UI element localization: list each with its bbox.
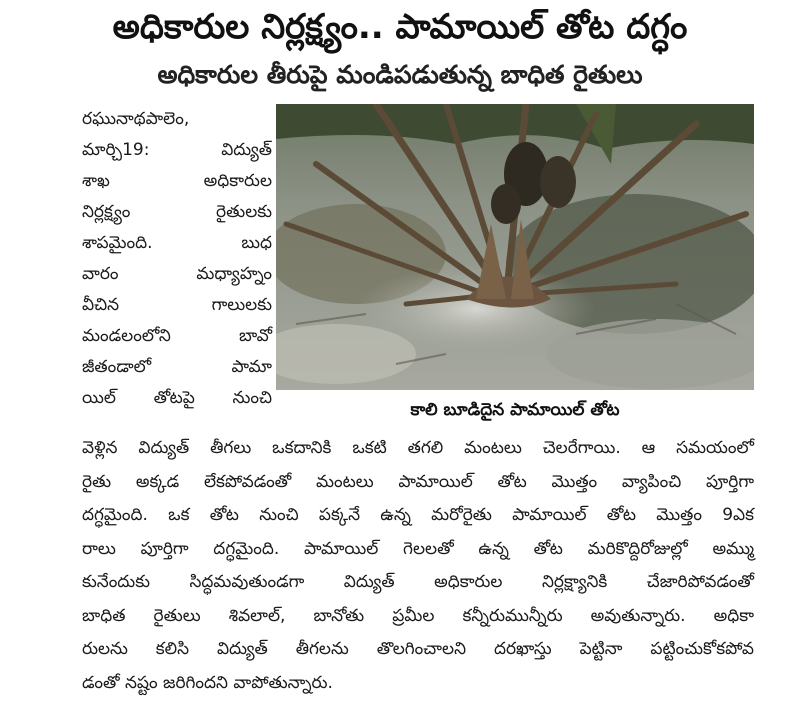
palm-tree-illustration [276, 104, 754, 390]
article-body-bottom [82, 432, 754, 700]
text-line: రులను కలిసి విద్యుత్ తీగలను తొలగించాలని దరఖాస్తు పెట్టినా పట్టించుకోకపోవ [82, 639, 754, 659]
text-line: రఘునాథపాలెం, [82, 109, 190, 129]
text-line: డంతో నష్టం జరిగిందని వాపోతున్నారు. [82, 672, 333, 693]
article-left-column [82, 104, 272, 414]
subheadline: అధికారుల తీరుపై మండిపడుతున్న బాధిత రైతులు [157, 60, 643, 89]
text-line: మండలంలోని బావో [82, 326, 272, 346]
text-line: యిల్ తోటపై నుంచి [82, 388, 272, 408]
text-line: నిర్లక్ష్యం రైతులకు [82, 202, 272, 222]
headline: అధికారుల నిర్లక్ష్యం.. పామాయిల్ తోట దగ్ధం [112, 7, 688, 47]
burnt-palm-photo [276, 104, 754, 390]
text-line: బాధిత రైతులు శివలాల్, బానోతు ప్రమీల కన్నీరుమున్నీరు అవుతున్నారు. అధికా [82, 605, 754, 626]
text-line: రైతు అక్కడ లేకపోవడంతో మంటలు పామాయిల్ తోట మొత్తం వ్యాపించి పూర్తిగా [82, 471, 754, 492]
text-line: మార్చి19: విద్యుత్ [82, 140, 272, 160]
text-line: వారం మధ్యాహ్నం [82, 264, 272, 284]
text-line: శాఖ అధికారుల [82, 171, 272, 191]
text-line: కునేందుకు సిద్ధమవుతుండగా విద్యుత్ అధికారుల నిర్లక్ష్యానికి చేజారిపోవడంతో [82, 572, 754, 592]
text-line: వెళ్లిన విద్యుత్ తీగలు ఒకదానికి ఒకటి తగలి మంటలు చెలరేగాయి. ఆ సమయంలో [82, 438, 754, 458]
text-line: వీచిన గాలులకు [82, 295, 272, 315]
text-line: శాపమైంది. బుధ [82, 233, 272, 253]
photo-caption: కాలి బూడిదైన పామాయిల్ తోట [410, 400, 620, 420]
text-line: జీతండాలో పామా [82, 357, 272, 377]
text-line: రాలు పూర్తిగా దగ్ధమైంది. పామాయిల్ గెలలతో ఉన్న తోట మరికొద్దిరోజుల్లో అమ్ము [82, 538, 754, 559]
text-line: దగ్ధమైంది. ఒక తోట నుంచి పక్కనే ఉన్న మరోరైతు పామాయిల్ తోట మొత్తం 9ఎక [82, 505, 754, 525]
